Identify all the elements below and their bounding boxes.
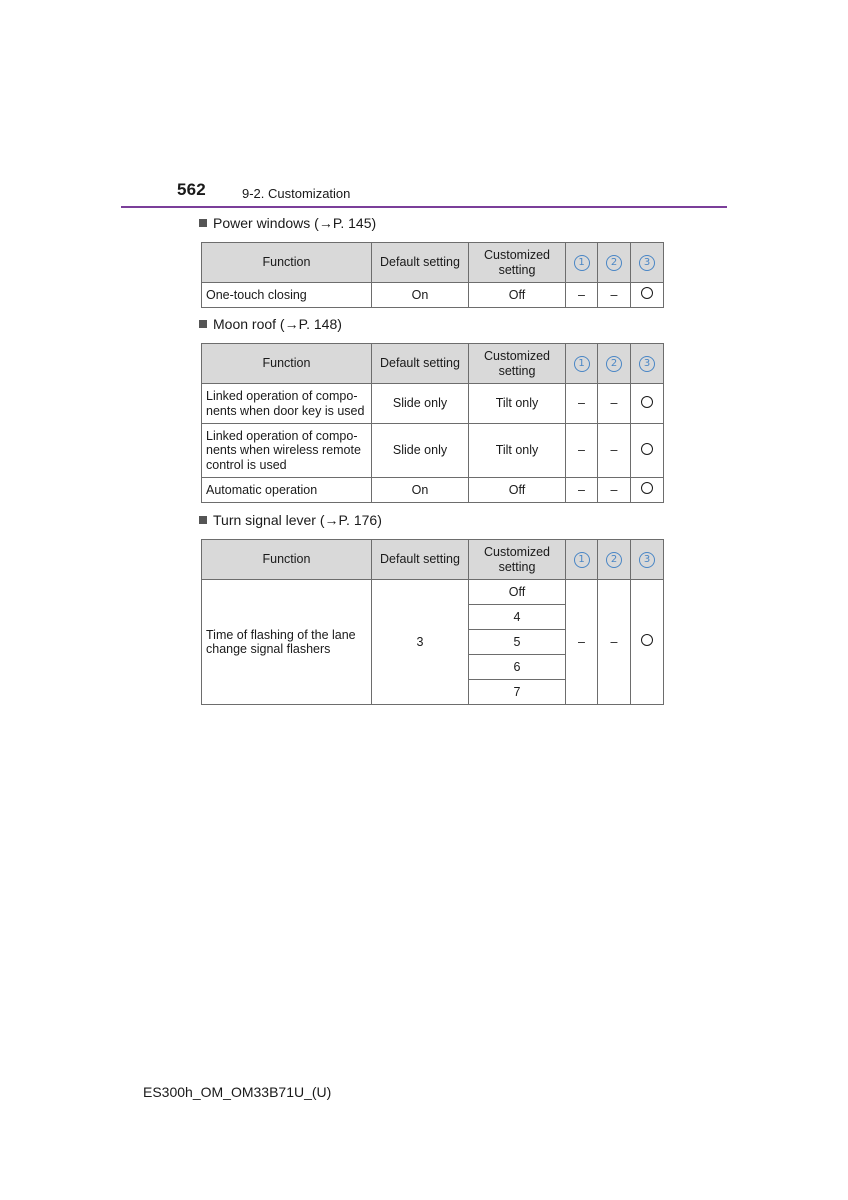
table-row — [202, 424, 664, 478]
page-number: 562 — [177, 180, 206, 199]
square-bullet-icon — [199, 516, 207, 524]
col-3-header — [631, 243, 664, 283]
circled-2-icon: 2 — [606, 255, 622, 271]
circled-3-icon: 3 — [639, 552, 655, 568]
circled-1-icon: 1 — [574, 552, 590, 568]
col-1-cell: – — [566, 580, 598, 705]
turn-signal-heading — [199, 512, 382, 528]
col-3-header — [631, 540, 664, 580]
available-circle-icon — [641, 443, 653, 455]
default-cell: Slide only — [372, 424, 469, 478]
default-setting-header: Default setting — [372, 243, 469, 283]
default-cell: On — [372, 478, 469, 503]
col-2-cell: – — [598, 424, 631, 478]
heading-text: Turn signal lever (→P. 176) — [213, 512, 382, 528]
available-circle-icon — [641, 287, 653, 299]
col-3-cell — [631, 424, 664, 478]
function-cell: One-touch closing — [202, 283, 372, 308]
option-cell: 7 — [469, 680, 566, 705]
table-header-row — [202, 344, 664, 384]
available-circle-icon — [641, 482, 653, 494]
heading-text: Moon roof (→P. 148) — [213, 316, 342, 332]
power-windows-table — [201, 242, 664, 308]
function-cell: Linked operation of compo- nents when door key is used — [202, 384, 372, 424]
customized-cell: Off — [469, 283, 566, 308]
col-3-header — [631, 344, 664, 384]
square-bullet-icon — [199, 219, 207, 227]
circled-3-icon: 3 — [639, 356, 655, 372]
customized-cell: Off — [469, 478, 566, 503]
header-rule — [121, 206, 727, 208]
default-cell: Slide only — [372, 384, 469, 424]
option-cell: 4 — [469, 605, 566, 630]
footer-doc-id: ES300h_OM_OM33B71U_(U) — [143, 1084, 332, 1100]
col-1-cell: – — [566, 478, 598, 503]
table-header-row — [202, 540, 664, 580]
circled-2-icon: 2 — [606, 356, 622, 372]
col-2-header — [598, 344, 631, 384]
circled-2-icon: 2 — [606, 552, 622, 568]
col-3-cell — [631, 384, 664, 424]
function-header: Function — [202, 540, 372, 580]
col-2-cell: – — [598, 283, 631, 308]
table-header-row — [202, 243, 664, 283]
col-1-header — [566, 344, 598, 384]
square-bullet-icon — [199, 320, 207, 328]
available-circle-icon — [641, 396, 653, 408]
col-2-cell: – — [598, 384, 631, 424]
col-1-header — [566, 243, 598, 283]
customized-setting-header: Customized setting — [469, 243, 566, 283]
default-cell: On — [372, 283, 469, 308]
option-cell: Off — [469, 580, 566, 605]
function-header: Function — [202, 344, 372, 384]
col-1-header — [566, 540, 598, 580]
circled-1-icon: 1 — [574, 356, 590, 372]
moon-roof-heading — [199, 316, 342, 332]
col-2-header — [598, 540, 631, 580]
circled-3-icon: 3 — [639, 255, 655, 271]
col-2-cell: – — [598, 580, 631, 705]
table-row — [202, 384, 664, 424]
available-circle-icon — [641, 634, 653, 646]
circled-1-icon: 1 — [574, 255, 590, 271]
col-3-cell — [631, 478, 664, 503]
table-row — [202, 580, 664, 605]
col-3-cell — [631, 580, 664, 705]
default-setting-header: Default setting — [372, 344, 469, 384]
col-1-cell: – — [566, 283, 598, 308]
default-cell: 3 — [372, 580, 469, 705]
col-1-cell: – — [566, 384, 598, 424]
section-label: 9-2. Customization — [242, 186, 351, 201]
function-cell: Time of flashing of the lane change signal flashers — [202, 580, 372, 705]
customized-cell: Tilt only — [469, 424, 566, 478]
customized-setting-header: Customized setting — [469, 540, 566, 580]
col-3-cell — [631, 283, 664, 308]
function-cell: Linked operation of compo- nents when wireless remote control is used — [202, 424, 372, 478]
moon-roof-table — [201, 343, 664, 503]
customized-cell: Tilt only — [469, 384, 566, 424]
function-header: Function — [202, 243, 372, 283]
customized-setting-header: Customized setting — [469, 344, 566, 384]
option-cell: 5 — [469, 630, 566, 655]
option-cell: 6 — [469, 655, 566, 680]
function-cell: Automatic operation — [202, 478, 372, 503]
table-row — [202, 283, 664, 308]
heading-text: Power windows (→P. 145) — [213, 215, 377, 231]
col-2-cell: – — [598, 478, 631, 503]
default-setting-header: Default setting — [372, 540, 469, 580]
table-row — [202, 478, 664, 503]
col-1-cell: – — [566, 424, 598, 478]
turn-signal-table — [201, 539, 664, 705]
col-2-header — [598, 243, 631, 283]
power-windows-heading — [199, 215, 376, 231]
